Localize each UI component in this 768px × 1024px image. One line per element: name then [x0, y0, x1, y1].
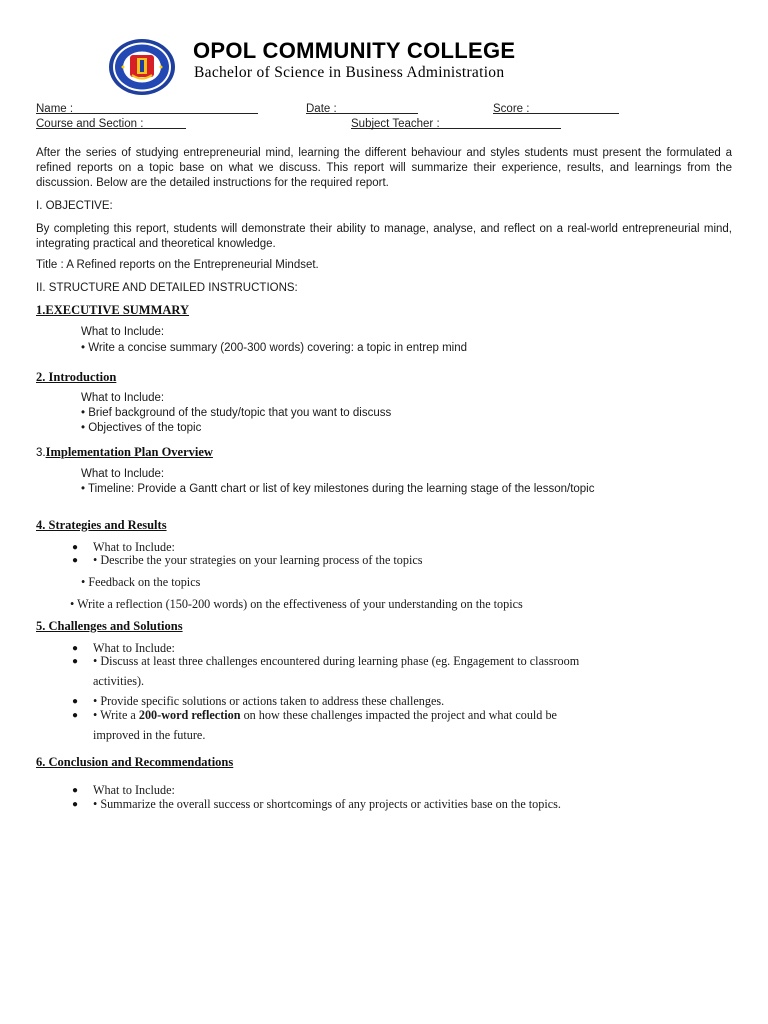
- section-2-what: What to Include:: [81, 392, 165, 404]
- bullet-dot: ●: [72, 710, 79, 721]
- section-1-what: What to Include:: [81, 326, 165, 338]
- report-title: Title : A Refined reports on the Entrepreneurial Mindset.: [36, 259, 319, 271]
- section-1-item-1: • Write a concise summary (200-300 words) covering: a topic in entrep mind: [81, 342, 468, 354]
- name-blank[interactable]: [36, 103, 258, 114]
- bullet-dot: ●: [72, 555, 79, 566]
- program-name: Bachelor of Science in Business Administration: [194, 64, 505, 81]
- section-4-what: What to Include:: [93, 540, 175, 554]
- section-5-item-3-line-2: improved in the future.: [93, 728, 206, 742]
- section-4-item-2: • Feedback on the topics: [81, 575, 201, 589]
- course-section-blank[interactable]: [36, 118, 186, 129]
- bullet-dot: ●: [72, 656, 79, 667]
- name-label: Name :: [36, 103, 74, 115]
- bullet-dot: ●: [72, 542, 79, 553]
- subject-teacher-label: Subject Teacher :: [351, 118, 440, 130]
- objective-text: By completing this report, students will demonstrate their ability to manage, analyse, and reflect on a real-world entrepreneurial mind, integrating practical and theoretical knowledge.: [36, 223, 732, 250]
- college-name: OPOL COMMUNITY COLLEGE: [193, 38, 516, 63]
- section-5-item-3-line-1: [93, 708, 557, 723]
- section-5-item-3-bold: 200-word reflection: [138, 708, 241, 722]
- bullet-dot: ●: [72, 785, 79, 796]
- section-3-item-1: • Timeline: Provide a Gantt chart or list of key milestones during the learning stage of the lesson/topic: [81, 483, 595, 495]
- section-6-item-1: • Summarize the overall success or shortcomings of any projects or activities base on the topics.: [93, 797, 561, 811]
- bullet-dot: ●: [72, 696, 79, 707]
- section-4-item-1: • Describe the your strategies on your learning process of the topics: [93, 553, 423, 567]
- section-5-item-1-line-1: • Discuss at least three challenges encountered during learning phase (eg. Engagement to classroom: [93, 654, 580, 668]
- section-4-item-3: • Write a reflection (150-200 words) on the effectiveness of your understanding on the topics: [70, 597, 523, 611]
- score-label: Score :: [493, 103, 530, 115]
- subject-teacher-blank[interactable]: [351, 118, 561, 129]
- section-5-item-3-post: on how these challenges impacted the project and what could be: [240, 708, 557, 722]
- bullet-dot: ●: [72, 643, 79, 654]
- section-6-heading: 6. Conclusion and Recommendations: [36, 755, 234, 769]
- section-5-what: What to Include:: [93, 641, 175, 655]
- section-5-item-1-line-2: activities).: [93, 674, 145, 688]
- section-3-title: Implementation Plan Overview: [45, 445, 213, 459]
- objective-heading: I. OBJECTIVE:: [36, 200, 113, 212]
- structure-heading: II. STRUCTURE AND DETAILED INSTRUCTIONS:: [36, 282, 298, 294]
- date-label: Date :: [306, 103, 337, 115]
- section-2-item-1: • Brief background of the study/topic that you want to discuss: [81, 407, 392, 419]
- section-5-heading: 5. Challenges and Solutions: [36, 619, 183, 633]
- section-2-item-2: • Objectives of the topic: [81, 422, 202, 434]
- section-3-number: 3.: [36, 447, 46, 459]
- section-6-what: What to Include:: [93, 783, 175, 797]
- date-blank[interactable]: [306, 103, 418, 114]
- intro-paragraph: After the series of studying entrepreneurial mind, learning the different behaviour and styles students must present the formulated a refined reports on a topic base on what we discuss. This report will summarize their experience, results, and learnings from the discussion. Below are the detailed instructions for the required report.: [36, 147, 732, 189]
- score-blank[interactable]: [493, 103, 619, 114]
- section-4-heading: 4. Strategies and Results: [36, 518, 167, 532]
- section-5-item-3-pre: • Write a: [93, 708, 139, 722]
- section-3-what: What to Include:: [81, 468, 165, 480]
- course-section-label: Course and Section :: [36, 118, 144, 130]
- document-header: [108, 38, 708, 98]
- section-1-heading: 1.EXECUTIVE SUMMARY: [36, 303, 190, 317]
- bullet-dot: ●: [72, 799, 79, 810]
- section-5-item-2: • Provide specific solutions or actions taken to address these challenges.: [93, 694, 445, 708]
- section-2-heading: 2. Introduction: [36, 370, 117, 384]
- college-seal-logo: [108, 38, 176, 96]
- section-3-heading: [36, 445, 213, 460]
